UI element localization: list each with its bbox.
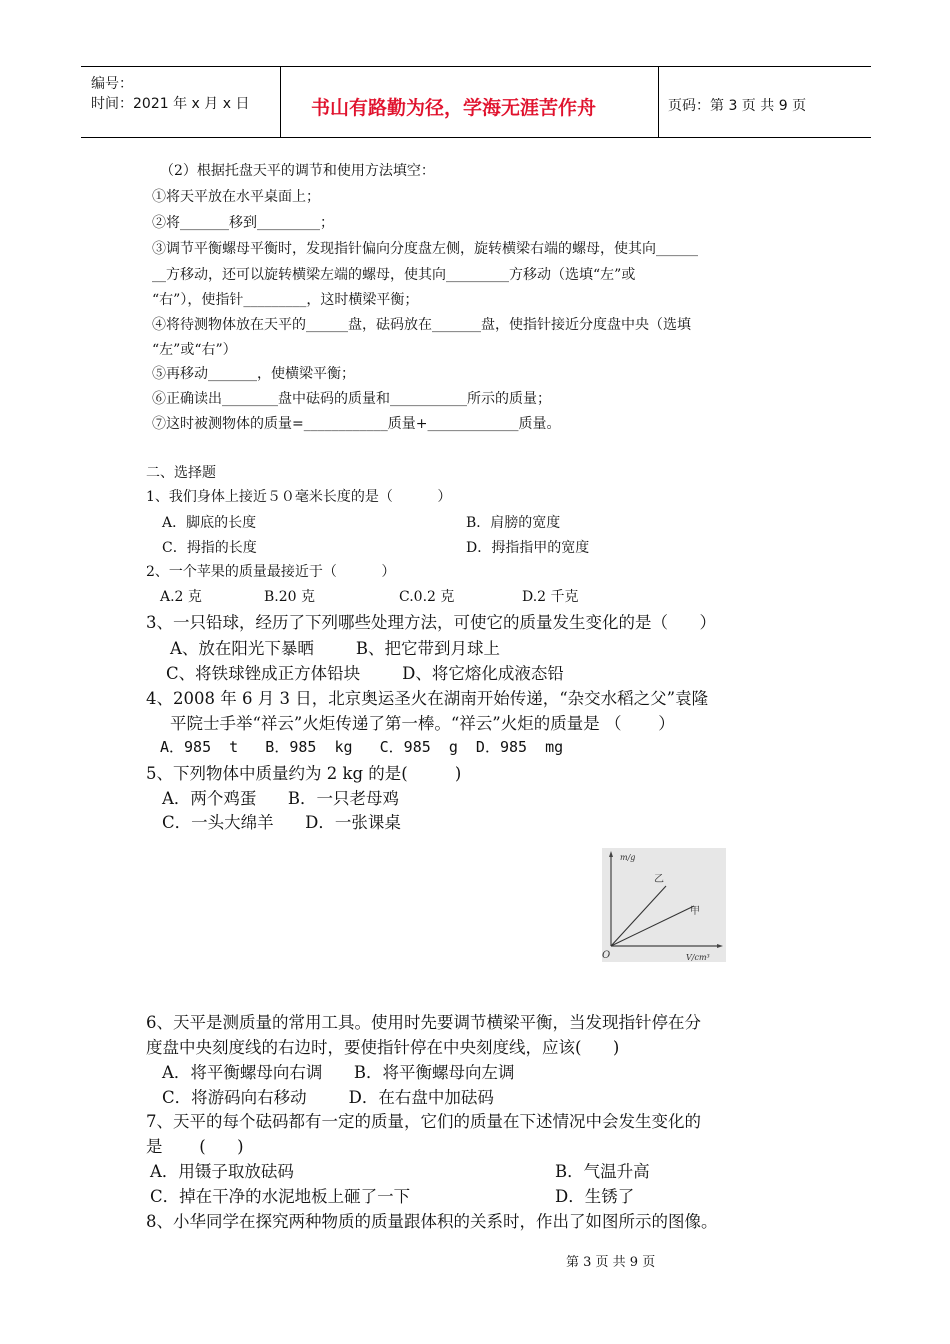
q1-option-c: C．拇指的长度	[162, 540, 257, 556]
q2-stem: 2、一个苹果的质量最接近于（ ）	[146, 564, 396, 580]
q6-options-ab: A．将平衡螺母向右调 B．将平衡螺母向左调	[162, 1063, 515, 1082]
q7-option-d: D．生锈了	[555, 1187, 635, 1206]
fill-step-7: ⑦这时被测物体的质量=____________质量+_____________质量。	[152, 416, 561, 432]
graph-y-label: m/g	[620, 853, 636, 862]
q7-stem-line2: 是 ( )	[146, 1137, 244, 1156]
page-header	[81, 66, 871, 138]
q7-option-b: B．气温升高	[555, 1162, 650, 1181]
graph-origin: O	[602, 950, 611, 961]
header-page-label: 页码：第 3 页 共 9 页	[668, 98, 807, 114]
q1-stem: 1、我们身体上接近５０毫米长度的是（ ）	[146, 489, 452, 505]
fill-step-4: ④将待测物体放在天平的______盘，砝码放在_______盘，使指针接近分度盘中央（选填	[152, 317, 691, 333]
q7-option-c: C．掉在干净的水泥地板上砸了一下	[150, 1187, 411, 1206]
fill-step-2: ②将_______移到_________；	[152, 215, 334, 231]
q6-options-cd: C．将游码向右移动 D．在右盘中加砝码	[162, 1088, 494, 1107]
page-footer: 第 3 页 共 9 页	[566, 1255, 656, 1270]
fill-step-6: ⑥正确读出________盘中砝码的质量和___________所示的质量；	[152, 391, 551, 407]
q4-stem-line2: 平院士手举“祥云”火炬传递了第一棒。“祥云”火炬的质量是 （ ）	[170, 714, 675, 733]
q7-stem-line1: 7、天平的每个砝码都有一定的质量，它们的质量在下述情况中会发生变化的	[146, 1112, 701, 1131]
q3-options-ab: A、放在阳光下暴晒 B、把它带到月球上	[170, 639, 500, 658]
graph-label-yi: 乙	[654, 874, 664, 885]
q5-options-ab: A．两个鸡蛋 B．一只老母鸡	[162, 789, 400, 808]
q5-stem: 5、下列物体中质量约为 2 kg 的是( )	[146, 764, 462, 783]
header-divider	[280, 67, 281, 137]
graph-line-yi	[611, 886, 666, 946]
graph-label-jia: 甲	[690, 906, 700, 917]
mass-volume-graph	[602, 848, 726, 962]
q3-stem: 3、一只铅球，经历了下列哪些处理方法，可使它的质量发生变化的是（ ）	[146, 613, 716, 632]
fill-step-3: ③调节平衡螺母平衡时，发现指针偏向分度盘左侧，旋转横梁右端的螺母，使其向______	[152, 241, 698, 257]
q2-option-a: A.2 克	[160, 589, 202, 605]
header-motto: 书山有路勤为径，学海无涯苦作舟	[311, 97, 597, 119]
fill-step-1: ①将天平放在水平桌面上；	[152, 189, 320, 205]
fill-step-3-end: “右”），使指针_________，这时横梁平衡；	[152, 292, 419, 308]
section-title: 二、选择题	[146, 465, 216, 481]
fill-intro: （2）根据托盘天平的调节和使用方法填空：	[160, 163, 435, 179]
fill-step-3-cont: __方移动，还可以旋转横梁左端的螺母，使其向_________方移动（选填“左”或	[152, 267, 636, 283]
q6-stem-line1: 6、天平是测质量的常用工具。使用时先要调节横梁平衡，当发现指针停在分	[146, 1013, 701, 1032]
q7-option-a: A．用镊子取放砝码	[150, 1162, 294, 1181]
q4-stem-line1: 4、2008 年 6 月 3 日，北京奥运圣火在湖南开始传递，“杂交水稻之父”袁隆	[146, 689, 709, 708]
q5-options-cd: C．一头大绵羊 D．一张课桌	[162, 813, 401, 832]
serial-label: 编号：	[91, 76, 133, 92]
q1-option-d: D．拇指指甲的宽度	[466, 540, 590, 556]
graph-x-label: V/cm³	[686, 953, 710, 962]
fill-step-5: ⑤再移动_______，使横梁平衡；	[152, 366, 355, 382]
q2-option-d: D.2 千克	[522, 589, 579, 605]
fill-step-4-end: “左”或“右”）	[152, 342, 237, 358]
q4-options: A．985 t B．985 kg C．985 g D．985 mg	[160, 738, 564, 756]
header-divider	[658, 67, 659, 137]
q2-option-b: B.20 克	[264, 589, 316, 605]
q8-stem-line1: 8、小华同学在探究两种物质的质量跟体积的关系时，作出了如图所示的图像。	[146, 1212, 718, 1231]
graph-svg	[602, 848, 726, 962]
q3-options-cd: C、将铁球锉成正方体铅块 D、将它熔化成液态铅	[166, 664, 564, 683]
q2-option-c: C.0.2 克	[399, 589, 455, 605]
graph-line-jia	[611, 906, 694, 946]
q6-stem-line2: 度盘中央刻度线的右边时，要使指针停在中央刻度线，应该( )	[146, 1038, 620, 1057]
q1-option-b: B．肩膀的宽度	[466, 515, 561, 531]
q1-option-a: A．脚底的长度	[162, 515, 257, 531]
graph-x-arrow	[717, 944, 723, 948]
graph-y-arrow	[609, 851, 613, 857]
time-label: 时间：2021 年 x 月 x 日	[91, 96, 250, 112]
